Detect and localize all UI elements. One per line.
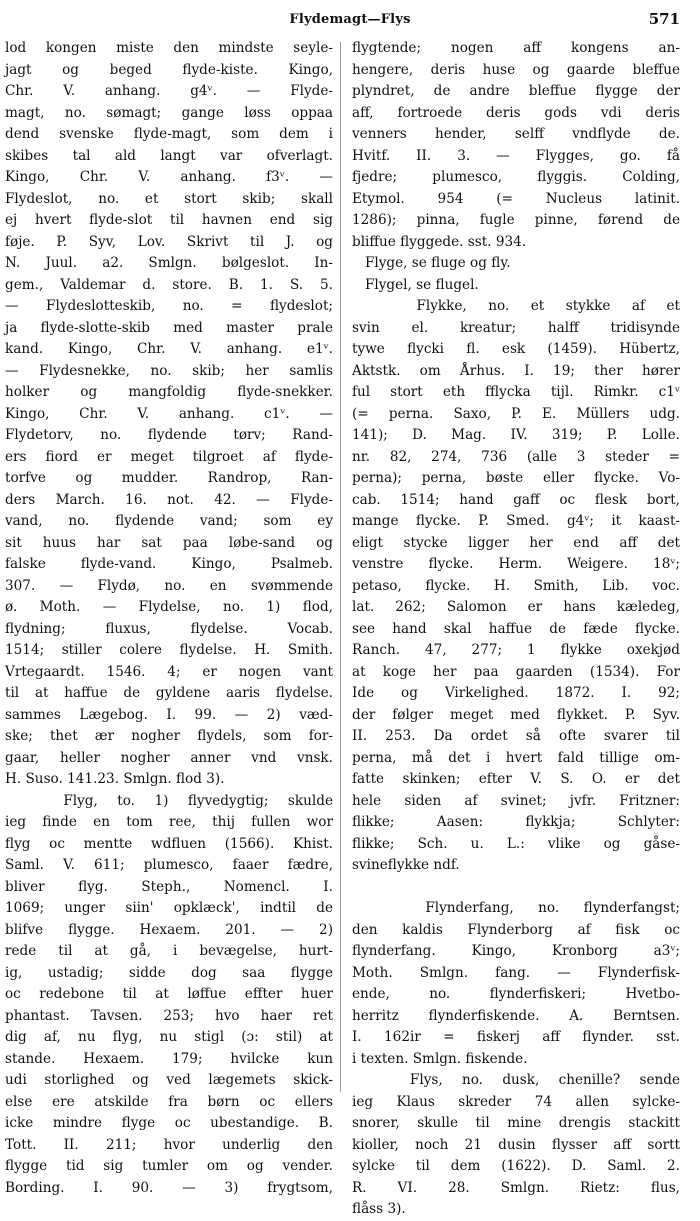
text-line: — Flydeslotteskib, no. = flydeslot; [5, 298, 333, 314]
text-line: flikke; Aasen: flykkja; Schlyter: [352, 814, 680, 830]
text-line: fjedre; plumesco, flyggis. Colding, [352, 169, 680, 185]
text-line: føje. P. Syv, Lov. Skrivt til J. og [5, 233, 333, 250]
text-line: flygge tid sig tumler om og vender. [5, 1158, 333, 1174]
text-line: oc redebone til at løffue effter huer [5, 986, 333, 1002]
text-line: Kingo, Chr. V. anhang. c1ᵛ. — [5, 405, 333, 422]
text-line: Flygel, se flugel. [352, 276, 479, 293]
text-line: Saml. V. 611; plumesco, faaer fædre, [5, 857, 333, 873]
text-line: flåss 3). [352, 1201, 406, 1217]
text-line: flygtende; nogen aff kongens an- [352, 40, 680, 56]
text-line: ig, ustadig; sidde dog saa flygge [5, 964, 333, 981]
text-line: else ere atskilde fra børn oc ellers [5, 1093, 333, 1110]
text-line: ieg Klaus skreder 74 allen sylcke- [352, 1093, 680, 1110]
text-line: cab. 1514; hand gaff oc flesk bort, [352, 491, 680, 508]
text-line: holker og mangfoldig flyde-snekker. [5, 384, 333, 400]
text-line: flynderfang. Kingo, Kronborg a3ᵛ; [352, 943, 680, 959]
text-line: sylcke til dem (1622). D. Saml. 2. [352, 1158, 680, 1174]
text-line: II. 253. Da ordet så ofte svarer til [352, 728, 680, 744]
text-line: skibes tal ald langt var ofverlagt. [5, 147, 333, 164]
text-line: magt, no. sømagt; gange løss oppaa [5, 104, 333, 121]
text-line: ja flyde-slotte-skib med master prale [5, 319, 333, 336]
text-line: bliver flyg. Steph., Nomencl. I. [5, 878, 333, 895]
left-column [5, 38, 333, 1196]
text-line: petaso, flycke. H. Smith, Lib. voc. [352, 577, 680, 594]
text-line: 1286); pinna, fugle pinne, førend de [352, 212, 680, 228]
page-number: 571 [648, 10, 680, 28]
text-line: svin el. kreatur; halff tridisynde [352, 319, 680, 336]
text-line: R. VI. 28. Smlgn. Rietz: flus, [352, 1179, 680, 1196]
text-line: rede til at gå, i bevægelse, hurt- [5, 943, 333, 959]
text-line: ders March. 16. not. 42. — Flyde- [5, 491, 333, 508]
text-line: flikke; Sch. u. L.: vlike og gåse- [352, 835, 680, 852]
text-line [352, 877, 680, 899]
text-line: Ide og Virkelighed. 1872. I. 92; [352, 685, 680, 701]
text-line: Flykke, no. et stykke af et [352, 298, 680, 314]
text-line: nr. 82, 274, 736 (alle 3 steder = [352, 448, 680, 465]
text-line: perna, må det i hvert fald tillige om- [352, 749, 680, 766]
text-line: see hand skal haffue de fæde flycke. [352, 620, 680, 637]
text-line: blifve flygge. Hexaem. 201. — 2) [5, 921, 333, 938]
text-line: ieg finde en tom ree, thij fullen wor [5, 814, 333, 830]
text-line: ful stort eth fflycka tijl. Rimkr. c1ᵛ [352, 384, 680, 400]
column-divider [340, 42, 341, 1092]
text-line: falske flyde-vand. Kingo, Psalmeb. [5, 556, 333, 572]
text-line: tywe flycki fl. esk (1459). Hübertz, [352, 341, 680, 357]
text-line: (= perna. Saxo, P. E. Müllers udg. [352, 405, 680, 422]
text-line: Hvitf. II. 3. — Flygges, go. få [352, 147, 680, 164]
text-line: dend svenske flyde-magt, som dem i [5, 126, 333, 142]
text-line: Flydeslot, no. et stort skib; skall [5, 190, 333, 207]
text-line: H. Suso. 141.23. Smlgn. flod 3). [5, 771, 225, 787]
text-line: sammes Lægebog. I. 99. — 2) væd- [5, 706, 333, 723]
text-line: 141); D. Mag. IV. 319; P. Lolle. [352, 427, 680, 443]
right-column [352, 38, 680, 1217]
text-line: gem., Valdemar d. store. B. 1. S. 5. [5, 276, 333, 293]
text-line: eligt stycke ligger her end aff det [352, 534, 680, 551]
running-title: Flydemagt—Flys [289, 12, 411, 27]
text-line: Aktstk. om Århus. I. 19; ther hører [352, 362, 680, 379]
text-line: jagt og beged flyde-kiste. Kingo, [5, 61, 333, 78]
text-line: lod kongen miste den mindste seyle- [5, 40, 333, 56]
text-line: snorer, skulle til mine drengis stackitt [352, 1115, 680, 1131]
text-line: den kaldis Flynderborg af fisk oc [352, 921, 680, 938]
text-line: Flydetorv, no. flydende tørv; Rand- [5, 427, 333, 443]
text-line: vand, no. flydende vand; som ey [5, 513, 333, 529]
text-line: Kingo, Chr. V. anhang. f3ᵛ. — [5, 169, 333, 185]
text-line: icke mindre flyge oc ubestandige. B. [5, 1115, 333, 1131]
text-line: udi storlighed og ved lægemets skick- [5, 1072, 333, 1088]
text-line: torfve og mudder. Randrop, Ran- [5, 470, 333, 486]
text-line: venstre flycke. Herm. Weigere. 18ᵛ; [352, 556, 680, 572]
text-line: hengere, deris huse og gaarde bleffue [352, 61, 680, 78]
text-line: plyndret, de andre bleffue flygge der [352, 83, 680, 99]
text-line: N. Juul. a2. Smlgn. bølgeslot. In- [5, 255, 333, 271]
text-line: lat. 262; Salomon er hans kæledeg, [352, 599, 680, 615]
text-line: Moth. Smlgn. fang. — Flynderfisk- [352, 964, 680, 981]
text-line: hele siden af svinet; jvfr. Fritzner: [352, 792, 680, 809]
text-line: Tott. II. 211; hvor underlig den [5, 1136, 333, 1153]
text-line: Vrtegaardt. 1546. 4; er nogen vant [5, 663, 333, 680]
text-line: ende, no. flynderfiskeri; Hvetbo- [352, 986, 680, 1002]
text-line: Bording. I. 90. — 3) frygtsom, [5, 1179, 333, 1196]
text-line: phantast. Tavsen. 253; hvo haer ret [5, 1007, 333, 1024]
text-line: 1514; stiller colere flydelse. H. Smith. [5, 642, 333, 658]
text-line: Flys, no. dusk, chenille? sende [352, 1072, 680, 1088]
text-line: bliffue flyggede. sst. 934. [352, 233, 527, 250]
text-line: til at haffue de gyldene aaris flydelse. [5, 685, 333, 701]
text-line: ers fiord er meget tilgroet af flyde- [5, 448, 333, 465]
text-line: Ranch. 47, 277; 1 flykke oxekjød [352, 642, 680, 658]
text-line: sit huus har sat paa løbe-sand og [5, 534, 333, 551]
text-line: flyg oc mentte wdfluen (1566). Khist. [5, 835, 333, 852]
text-line: Etymol. 954 (= Nucleus latinit. [352, 190, 680, 207]
text-line: venners hender, selff vndflyde de. [352, 126, 680, 142]
text-line: stande. Hexaem. 179; hvilcke kun [5, 1050, 333, 1067]
text-line: Chr. V. anhang. g4ᵛ. — Flyde- [5, 83, 333, 99]
text-line: i texten. Smlgn. fiskende. [352, 1050, 528, 1067]
text-line: — Flydesnekke, no. skib; her samlis [5, 362, 333, 379]
text-line: herritz flynderfiskende. A. Berntsen. [352, 1007, 680, 1024]
running-head [0, 10, 700, 34]
text-line: flydning; fluxus, flydelse. Vocab. [5, 620, 333, 637]
text-line: ej hvert flyde-slot til havnen end sig [5, 212, 333, 228]
text-line: ske; thet ær nogher flydels, som for- [5, 728, 333, 744]
text-line: Flynderfang, no. flynderfangst; [352, 900, 680, 916]
text-line: 307. — Flydø, no. en svømmende [5, 577, 333, 594]
text-line: fatte skinken; efter V. S. O. er det [352, 771, 680, 787]
text-line: gaar, heller nogher anner vnd vnsk. [5, 749, 333, 766]
text-line: at koge her paa gaarden (1534). For [352, 663, 680, 680]
text-line: svineflykke ndf. [352, 857, 460, 873]
text-line: dig af, nu flyg, nu stigl (ɔ: stil) at [5, 1029, 333, 1045]
text-line: perna); perna, bøste eller flycke. Vo- [352, 470, 680, 486]
text-line: aff, fortroede deris gods vdi deris [352, 104, 680, 121]
text-line: Flyge, se fluge og fly. [352, 255, 511, 271]
text-line: I. 162ir = fiskerj aff flynder. sst. [352, 1029, 680, 1045]
text-line: der følger meget med flykket. P. Syv. [352, 706, 680, 723]
text-line: ø. Moth. — Flydelse, no. 1) flod, [5, 599, 333, 615]
text-line: mange flycke. P. Smed. g4ᵛ; it kaast- [352, 513, 680, 529]
text-line: Flyg, to. 1) flyvedygtig; skulde [5, 792, 333, 809]
text-line: kioller, noch 21 dusin flysser aff sortt [352, 1136, 680, 1153]
text-line: 1069; unger siin' opklæck', indtil de [5, 900, 333, 916]
text-line: kand. Kingo, Chr. V. anhang. e1ᵛ. [5, 341, 333, 357]
